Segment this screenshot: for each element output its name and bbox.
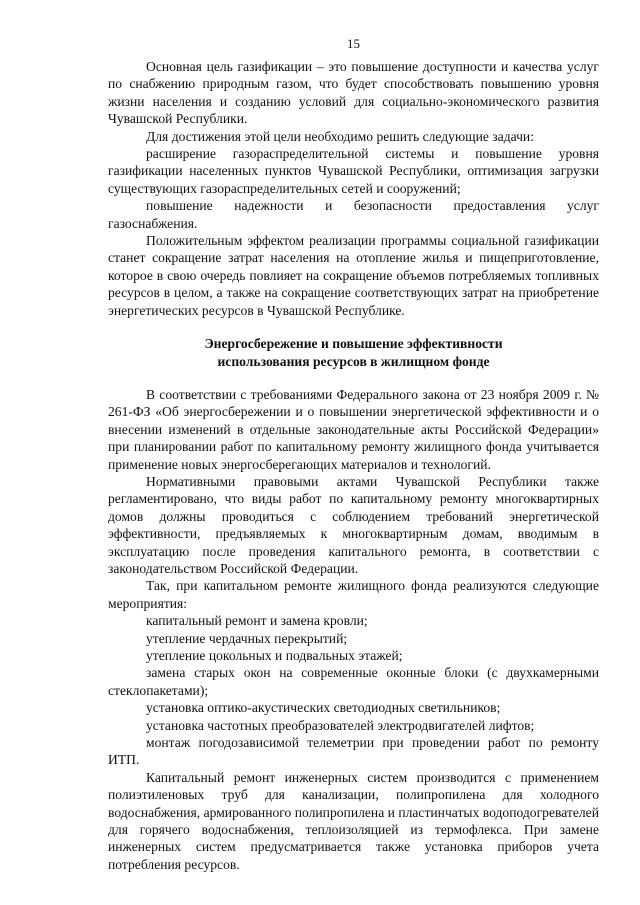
section-heading-line: Энергосбережение и повышение эффективности bbox=[204, 336, 503, 352]
section-energy-saving bbox=[108, 386, 599, 873]
paragraph: Основная цель газификации – это повышение доступности и качества услуг по снабжению природным газом, что будет способствовать повышению уровня жизни населения и созданию условий для социально-экономического развития Чувашской Республики. bbox=[108, 59, 599, 127]
list-item: повышение надежности и безопасности предоставления услуг газоснабжения. bbox=[108, 198, 599, 231]
paragraph: Положительным эффектом реализации программы социальной газификации станет сокращение затрат населения на отопление жилья и пищеприготовление, которое в свою очередь повлияет на сокращение объемов потребляемых топливных ресурсов в целом, а также на сокращение соответствующих затрат на приобретение энергетических ресурсов в Чувашской Республике. bbox=[108, 233, 599, 318]
list-item: капитальный ремонт и замена кровли; bbox=[146, 613, 368, 629]
paragraph: В соответствии с требованиями Федерального закона от 23 ноября 2009 г. № 261-ФЗ «Об энергосбережении и о повышении энергетической эффективности и о внесении изменений в отдельные законодательные акты Российской Федерации» при планировании работ по капитальному ремонту жилищного фонда учитывается применение новых энергосберегающих материалов и технологий. bbox=[108, 386, 599, 472]
section-gasification bbox=[108, 58, 599, 319]
list-item: замена старых окон на современные оконные блоки (с двухкамерными стеклопакетами); bbox=[108, 665, 599, 698]
paragraph: Нормативными правовыми актами Чувашской Республики также регламентировано, что виды работ по капитальному ремонту многоквартирных домов должны проводиться с соблюдением требований энергетической эффективности, предъявляемых к многоквартирным домам, вводимым в эксплуатацию после проведения капитального ремонта, в соответствии с законодательством Российской Федерации. bbox=[108, 473, 599, 576]
list-item: расширение газораспределительной системы и повышение уровня газификации населенных пунктов Чувашской Республики, оптимизация загрузки существующих газораспределительных сетей и сооружений; bbox=[108, 146, 599, 196]
list-item: монтаж погодозависимой телеметрии при проведении работ по ремонту ИТП. bbox=[108, 735, 599, 768]
section-heading-line: использования ресурсов в жилищном фонде bbox=[217, 353, 490, 369]
list-item: установка оптико-акустических светодиодных светильников; bbox=[146, 700, 501, 716]
paragraph: Капитальный ремонт инженерных систем производится с применением полиэтиленовых труб для канализации, полипропилена для холодного водоснабжения, армированного полипропилена и пластинчатых водоподогревателей для горячего водоснабжения, теплоизоляцией из термофлекса. При замене инженерных систем предусматривается также установка приборов учета потребления ресурсов. bbox=[108, 769, 599, 872]
section-heading bbox=[108, 335, 599, 370]
page-number: 15 bbox=[347, 36, 360, 51]
paragraph: Для достижения этой цели необходимо решить следующие задачи: bbox=[146, 128, 534, 144]
paragraph: Так, при капитальном ремонте жилищного фонда реализуются следующие мероприятия: bbox=[108, 578, 599, 611]
list-item: утепление цокольных и подвальных этажей; bbox=[146, 648, 403, 663]
list-item: утепление чердачных перекрытий; bbox=[146, 630, 348, 646]
list-item: установка частотных преобразователей электродвигателей лифтов; bbox=[146, 717, 535, 733]
